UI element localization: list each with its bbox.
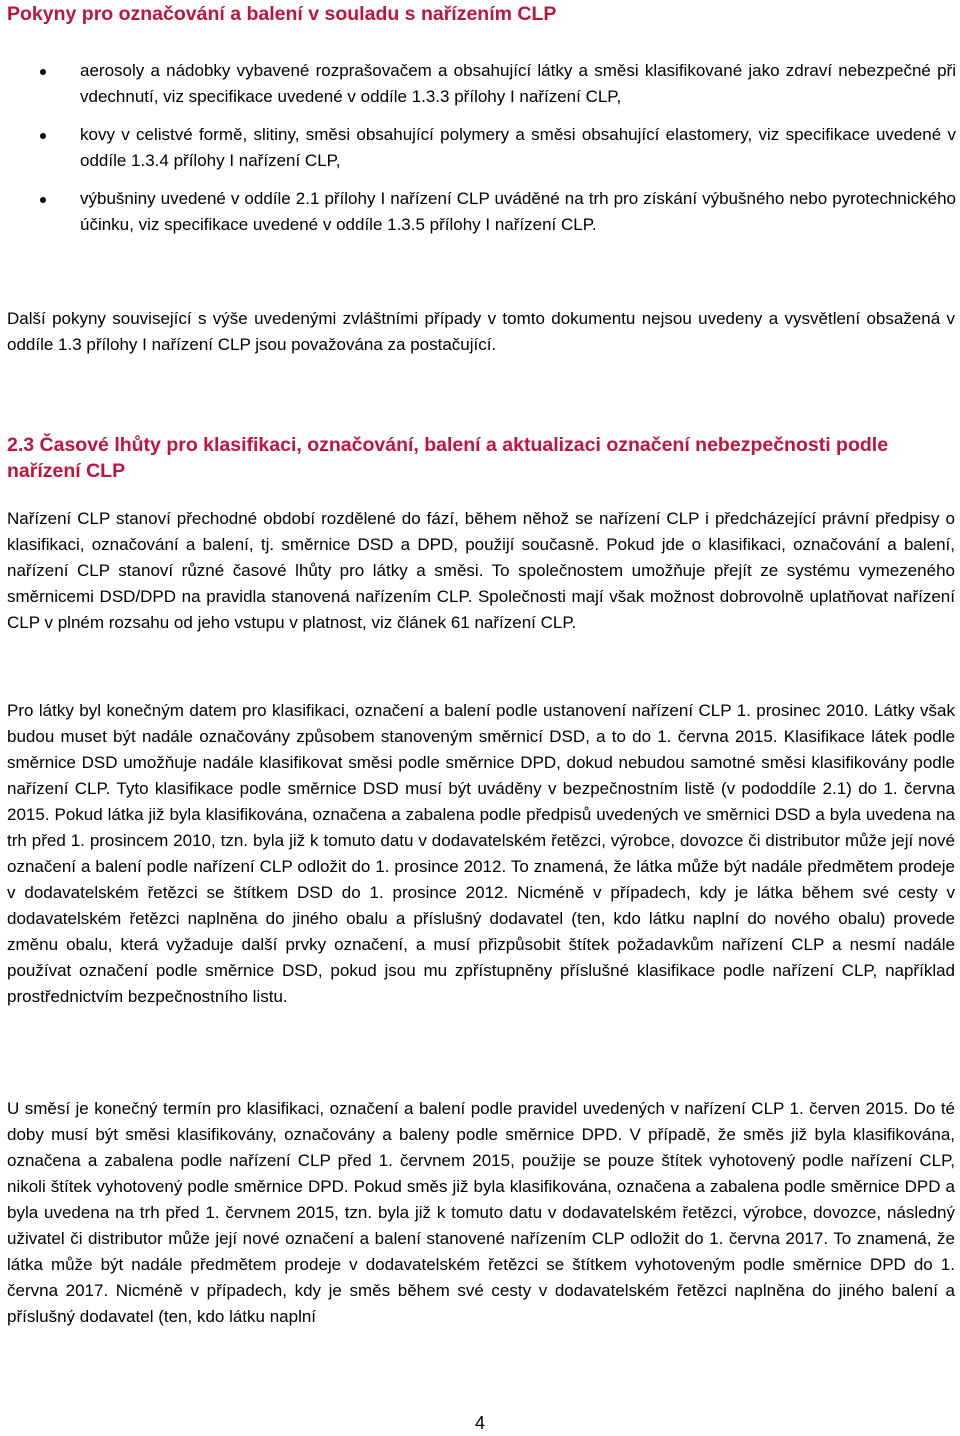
bullet-icon — [40, 69, 46, 75]
section-paragraph-3: U směsí je konečný termín pro klasifikaci, označení a balení podle pravidel uvedených v nařízení CLP 1. červen 2015. Do té doby musí být směsi klasifikovány, označovány a baleny podle směrnice DPD. V případě, že směs již byla klasifikována, označena a zabalena podle nařízení CLP před 1. červnem 2015, použije se pouze štítek vyhotovený podle nařízení CLP, nikoli štítek vyhotovený podle směrnice DPD. Pokud směs již byla klasifikována, označena a zabalena podle směrnice DPD a byla uvedena na trh před 1. červnem 2015, tzn. byla již k tomuto datu v dodavatelském řetězci, výrobce, dovozce, následný uživatel či distributor může její nové označení a balení stanovené nařízením CLP odložit do 1. června 2017. To znamená, že látka může být nadále předmětem prodeje v dodavatelském řetězci se štítkem vyhotoveným podle směrnice DPD do 1. června 2017. Nicméně v případech, kdy je směs během své cesty v dodavatelském řetězci naplněna do jiného balení a příslušný dodavatel (ten, kdo látku naplní — [7, 1099, 955, 1326]
bullet-text: aerosoly a nádobky vybavené rozprašovačem a obsahující látky a směsi klasifikované jako zdraví nebezpečné při vdechnutí, viz specifikace uvedené v oddíle 1.3.3 přílohy I nařízení CLP, — [80, 61, 956, 106]
section-paragraph-1: Nařízení CLP stanoví přechodné období rozdělené do fází, během něhož se nařízení CLP i předcházející právní předpisy o klasifikaci, označování a balení, tj. směrnice DSD a DPD, použijí současně. Pokud jde o klasifikaci, označování a balení, nařízení CLP stanoví různé časové lhůty pro látky a směsi. To společnostem umožňuje přejít ze systému vymezeného směrnicemi DSD/DPD na pravidla stanovená nařízením CLP. Společnosti mají však možnost dobrovolně uplatňovat nařízení CLP v plném rozsahu od jeho vstupu v platnost, viz článek 61 nařízení CLP. — [7, 509, 955, 632]
bullet-text: kovy v celistvé formě, slitiny, směsi obsahující polymery a směsi obsahující elastomery, viz specifikace uvedené v oddíle 1.3.4 přílohy I nařízení CLP, — [80, 125, 956, 170]
bullet-item — [0, 58, 956, 110]
bullet-list — [0, 58, 960, 250]
bullet-item — [0, 186, 956, 238]
bullet-icon — [40, 197, 46, 203]
page-header-title: Pokyny pro označování a balení v souladu s nařízením CLP — [7, 3, 557, 25]
section-paragraph-2: Pro látky byl konečným datem pro klasifikaci, označení a balení podle ustanovení nařízení CLP 1. prosinec 2010. Látky však budou muset být nadále označovány způsobem stanoveným směrnicí DSD, a to do 1. června 2015. Klasifikace látek podle směrnice DSD umožňuje nadále klasifikovat směsi podle směrnice DPD, dokud nebudou samotné směsi klasifikovány podle nařízení CLP. Tyto klasifikace podle směrnice DSD musí být uváděny v bezpečnostním listě (v pododdíle 2.1) do 1. června 2015. Pokud látka již byla klasifikována, označena a zabalena podle předpisů uvedených ve směrnici DSD a byla uvedena na trh před 1. prosincem 2010, tzn. byla již k tomuto datu v dodavatelském řetězci, výrobce, dovozce či distributor může její nové označení a balení podle nařízení CLP odložit do 1. prosince 2012. To znamená, že látka může být nadále předmětem prodeje v dodavatelském řetězci se štítkem DSD do 1. prosince 2012. Nicméně v případech, kdy je látka během své cesty v dodavatelském řetězci naplněna do jiného obalu a příslušný dodavatel (ten, kdo látku naplní do nového obalu) provede změnu obalu, která vyžaduje další prvky označení, a musí přizpůsobit štítek požadavkům nařízení CLP a nesmí nadále používat označení podle směrnice DSD, pokud jsou mu zpřístupněny příslušné klasifikace podle nařízení CLP, například prostřednictvím bezpečnostního listu. — [7, 701, 955, 1006]
intro-paragraph: Další pokyny související s výše uvedenými zvláštními případy v tomto dokumentu nejsou uvedeny a vysvětlení obsažená v oddíle 1.3 přílohy I nařízení CLP jsou považována za postačující. — [7, 309, 955, 354]
bullet-text: výbušniny uvedené v oddíle 2.1 přílohy I nařízení CLP uváděné na trh pro získání výbušného nebo pyrotechnického účinku, viz specifikace uvedené v oddíle 1.3.5 přílohy I nařízení CLP. — [80, 189, 956, 234]
page-number: 4 — [474, 1413, 485, 1433]
bullet-item — [0, 122, 956, 174]
bullet-icon — [40, 133, 46, 139]
section-heading: 2.3 Časové lhůty pro klasifikaci, označování, balení a aktualizaci označení nebezpečnosti podle nařízení CLP — [7, 434, 889, 482]
